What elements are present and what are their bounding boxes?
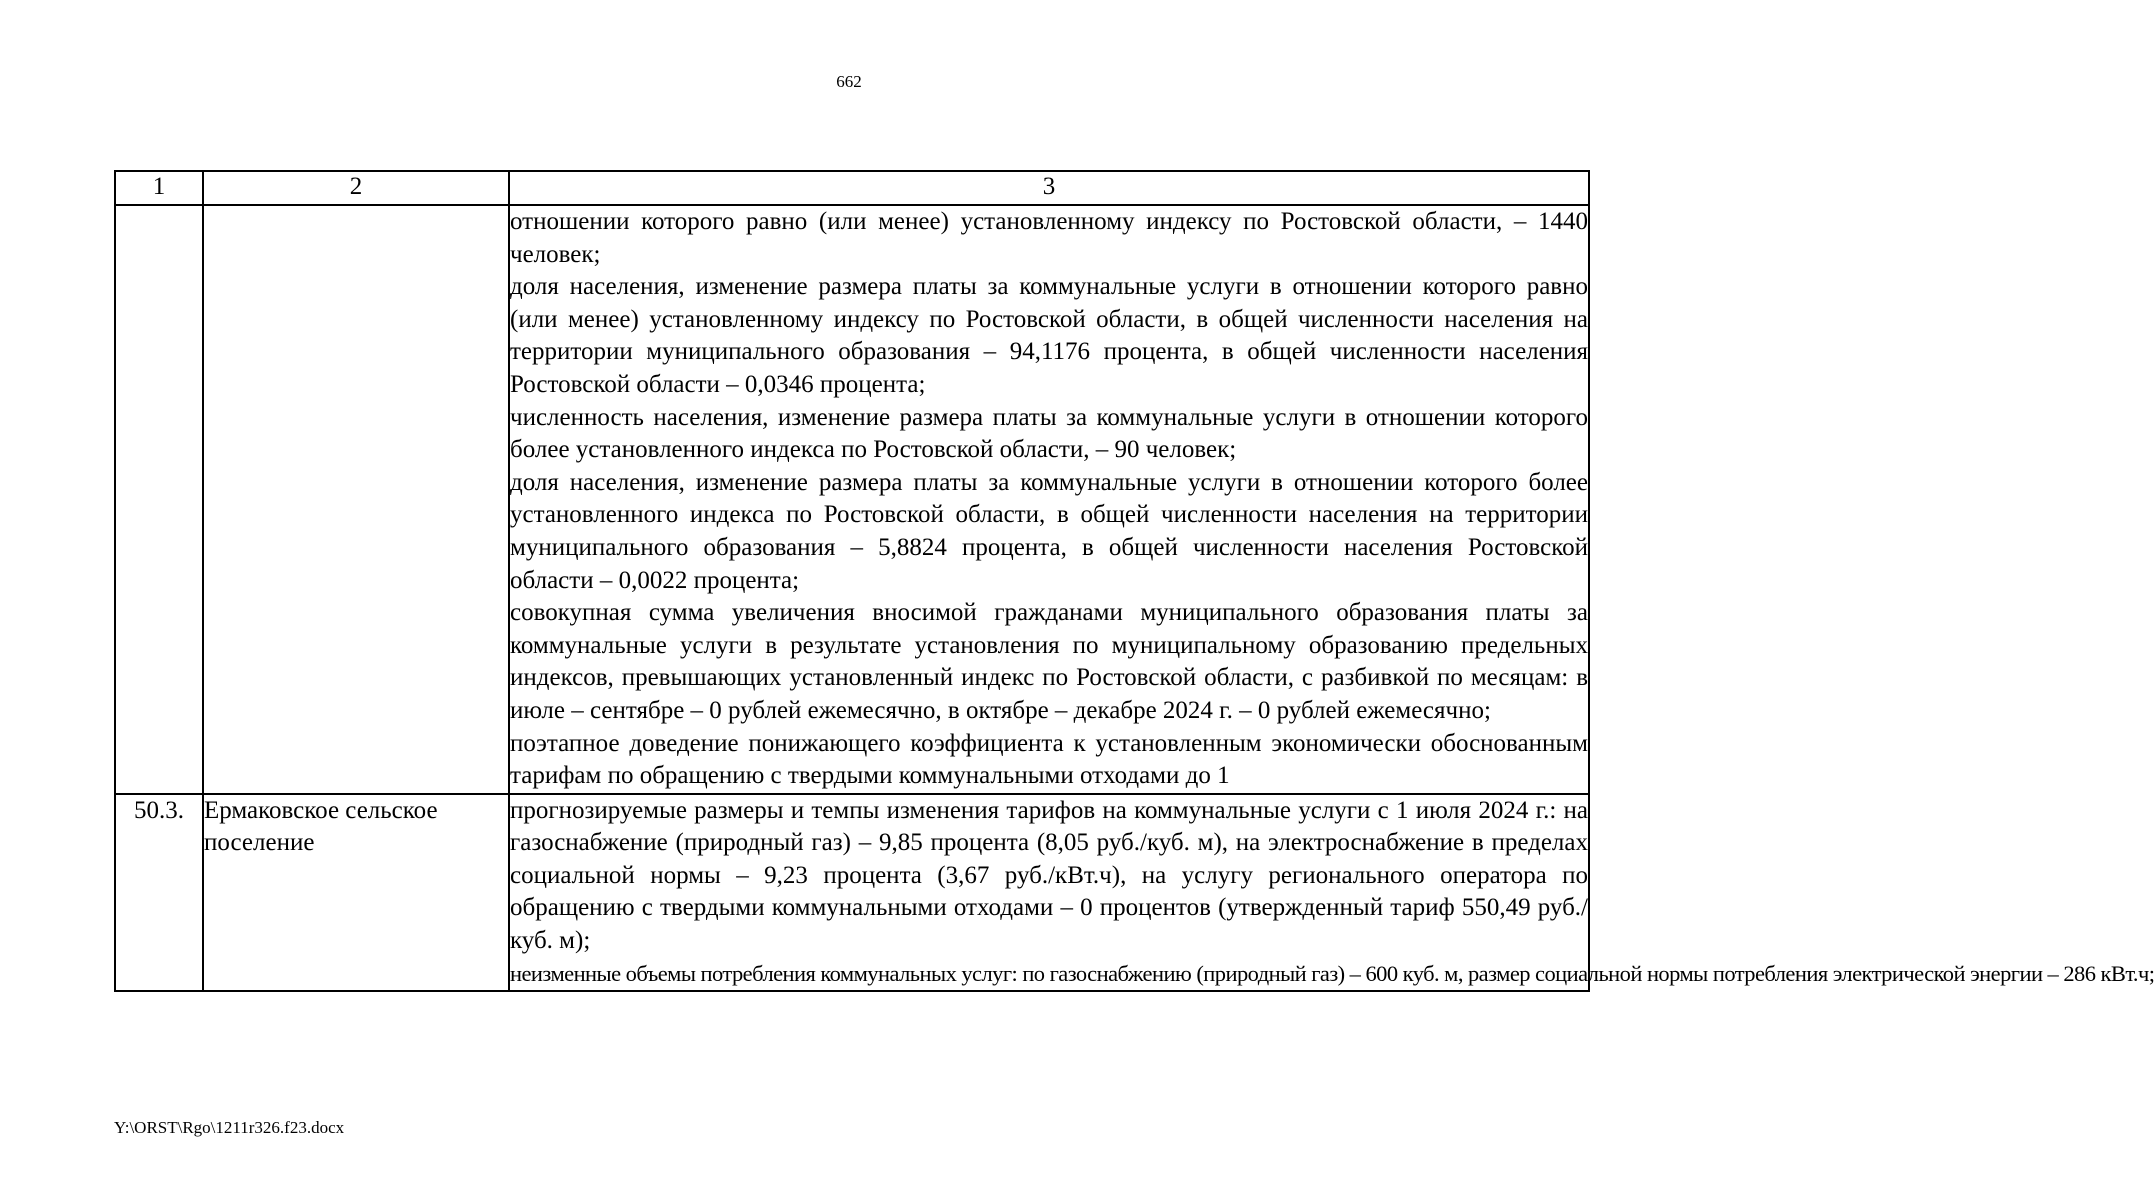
row-number-cell	[115, 205, 203, 794]
document-file-path: Y:\ORST\Rgo\1211r326.f23.docx	[114, 1118, 345, 1137]
row-name-cell: Ермаковское сельское поселение	[203, 794, 509, 992]
row-number-cell: 50.3.	[115, 794, 203, 992]
content-paragraph: отношении которого равно (или менее) установленному индексу по Ростовской области, – 1440 человек;	[510, 208, 1588, 268]
table-row	[115, 794, 1589, 992]
row-content-cell	[509, 794, 2154, 992]
header-cell-1: 1	[115, 171, 203, 205]
content-paragraph: поэтапное доведение понижающего коэффициента к установленным экономически обоснованным тарифам по обращению с твердыми коммунальными отходами до 1	[510, 729, 1588, 790]
tariff-table	[114, 170, 2154, 992]
header-cell-3: 3	[509, 171, 1589, 205]
table-row	[115, 205, 1589, 794]
content-paragraph: численность населения, изменение размера платы за коммунальные услуги в отношении которого более установленного индекса по Ростовской области, – 90 человек;	[510, 403, 1588, 464]
header-cell-2: 2	[203, 171, 509, 205]
content-paragraph: совокупная сумма увеличения вносимой гражданами муниципального образования платы за коммунальные услуги в результате установления по муниципальному образованию предельных индексов, превышающих установленный индекс по Ростовской области, с разбивкой по месяцам: в июле – сентябре – 0 рублей ежемесячно, в октябре – декабре 2024 г. – 0 рублей ежемесячно;	[510, 599, 1588, 724]
content-paragraph: доля населения, изменение размера платы за коммунальные услуги в отношении которого равно (или менее) установленному индексу по Ростовской области, в общей численности населения на территории муниципального образования – 94,1176 процента, в общей численности населения Ростовской области – 0,0346 процента;	[510, 273, 1588, 398]
content-paragraph: доля населения, изменение размера платы за коммунальные услуги в отношении которого более установленного индекса по Ростовской области, в общей численности населения на территории муниципального образования – 5,8824 процента, в общей численности населения Ростовской области – 0,0022 процента;	[510, 468, 1588, 594]
page-number: 662	[836, 72, 862, 91]
content-paragraph: прогнозируемые размеры и темпы изменения тарифов на коммунальные услуги с 1 июля 2024 г.: на газоснабжение (природный газ) – 9,85 процента (8,05 руб./куб. м), на электроснабжение в пределах социальной нормы – 9,23 процента (3,67 руб./кВт.ч), на услугу регионального оператора по обращению с твердыми коммунальными отходами – 0 процентов (утвержденный тариф 550,49 руб./куб. м);	[510, 796, 1588, 955]
row-content-cell	[509, 205, 1589, 794]
content-paragraph: неизменные объемы потребления коммунальных услуг: по газоснабжению (природный газ) – 600 куб. м, размер социальной нормы потребления электрической энергии – 286 кВт.ч;	[510, 960, 2154, 986]
row-name-cell	[203, 205, 509, 794]
table-header-row	[115, 171, 1589, 205]
